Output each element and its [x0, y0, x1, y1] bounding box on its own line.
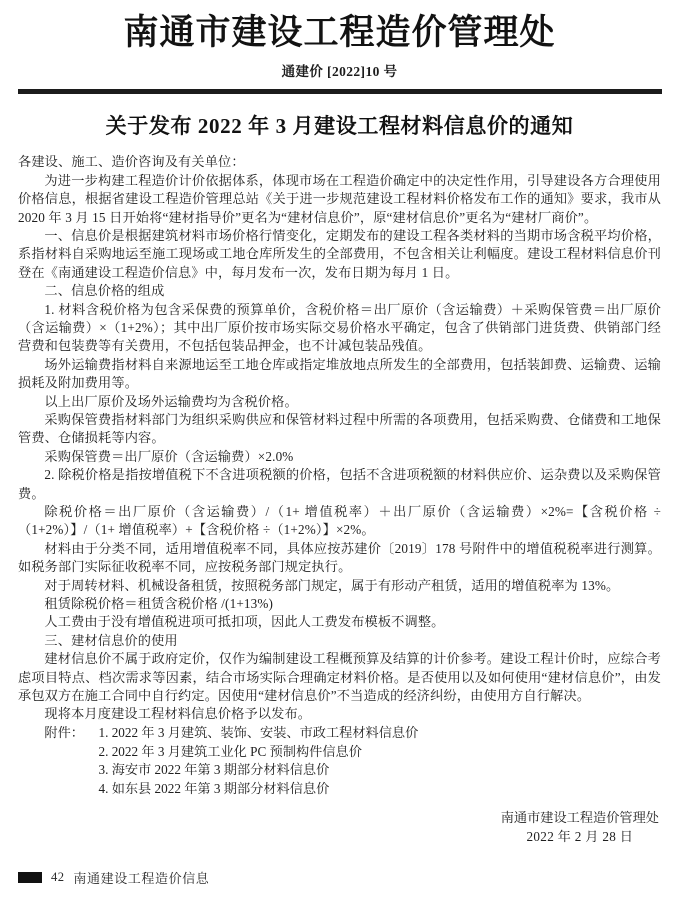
- attachment-number: 2.: [98, 743, 109, 759]
- signature-organization: 南通市建设工程造价管理处: [500, 810, 659, 825]
- attachment-number: 4.: [98, 781, 109, 797]
- attachment-item-1: [18, 724, 661, 743]
- section-three-paragraph: 建材信息价不属于政府定价，仅作为编制建设工程概预算及结算的计价参考。建设工程计价时，应综合考虑项目特点、档次需求等因素，结合市场实际合理确定材料价格。是否使用以及如何使用“建材信息价”，由发承包双方在施工合同中自行约定。因使用“建材信息价”不当造成的经济纠纷，由使用方自行解决。: [18, 651, 661, 704]
- footer-page-number: 42: [51, 870, 65, 884]
- signature-date: 2022 年 2 月 28 日: [526, 829, 634, 844]
- attachment-item-2: [18, 743, 661, 762]
- attachment-text: 2022 年 3 月建筑、装饰、安装、市政工程材料信息价: [111, 724, 419, 740]
- section-one-paragraph: 一、信息价是根据建筑材料市场价格行情变化，定期发布的建设工程各类材料的当期市场含税平均价格，系指材料自采购地运至施工现场或工地仓库所发生的全部费用，不包含相关让利幅度。建设工程材料信息价刊登在《南通建设工程造价信息》中，每月发布一次，发布日期为每月 1 日。: [18, 227, 661, 280]
- attachment-text: 海安市 2022 年第 3 期部分材料信息价: [111, 762, 330, 778]
- attachment-number: 1.: [98, 724, 109, 740]
- document-title: 关于发布 2022 年 3 月建设工程材料信息价的通知: [105, 114, 574, 139]
- item-2-paragraph-6: 人工费由于没有增值税进项可抵扣项，因此人工费发布模板不调整。: [44, 614, 445, 630]
- item-2-paragraph: 2. 除税价格是指按增值税下不含进项税额的价格，包括不含进项税额的材料供应价、运杂费以及采购保管费。: [18, 467, 661, 501]
- intro-paragraph: 为进一步构建工程造价计价依据体系，体现市场在工程造价确定中的决定性作用，引导建设各方合理使用价格信息，根据省建设工程造价管理总站《关于进一步规范建设工程材料价格发布工作的通知》要求，我市从 2020 年 3 月 15 日开始将“建材指导价”更名为“建材信息价”，原“建材信息价”更名为“建材厂商价”。: [18, 172, 661, 225]
- masthead: [0, 0, 679, 94]
- page-footer: [18, 868, 209, 887]
- signature-block: [501, 808, 659, 846]
- tax-exclusive-price-formula: 除税价格＝出厂原价（含运输费）/（1+ 增值税率）＋出厂原价（含运输费）×2%=【含税价格 ÷（1+2%）】/（1+ 增值税率）+【含税价格 ÷（1+2%）】×2%。: [18, 504, 661, 538]
- header-divider-rule: [18, 89, 662, 94]
- closing-paragraph: 现将本月度建设工程材料信息价格予以发布。: [44, 706, 312, 722]
- salutation: 各建设、施工、造价咨询及有关单位：: [18, 154, 245, 170]
- document-number: 通建价 [2022]10 号: [281, 64, 398, 80]
- item-2-paragraph-3: 材料由于分类不同，适用增值税率不同，具体应按苏建价〔2019〕178 号附件中的增值税税率进行测算。如税务部门实际征收税率不同，应按税务部门规定执行。: [18, 540, 661, 575]
- footer-publication-name: 南通建设工程造价信息: [73, 871, 210, 886]
- attachment-list-label: 附件：: [44, 724, 84, 740]
- attachment-item-4: [18, 780, 661, 799]
- item-1-paragraph-4: 采购保管费指材料部门为组织采购供应和保管材料过程中所需的各项费用，包括采购费、仓储费和工地保管费、仓储损耗等内容。: [18, 411, 661, 446]
- section-two-heading: 二、信息价格的组成: [44, 283, 165, 299]
- attachment-number: 3.: [98, 762, 109, 778]
- document-body: [18, 153, 661, 799]
- item-1-paragraph: 1. 材料含税价格为包含采保费的预算单价，含税价格＝出厂原价（含运输费）＋采购保管费＝出厂原价（含运输费）×（1+2%）；其中出厂原价按市场实际交易价格水平确定，包含了供销部门进货费、供销部门经营费和包装费等有关费用，不包括包装品押金，也不计减包装品残值。: [18, 301, 661, 354]
- attachment-text: 如东县 2022 年第 3 期部分材料信息价: [111, 781, 330, 797]
- attachment-item-3: [18, 761, 661, 780]
- lease-price-formula: 租赁除税价格＝租赁含税价格 /(1+13%): [44, 596, 274, 612]
- purchase-storage-fee-formula: 采购保管费＝出厂原价（含运输费）×2.0%: [44, 448, 294, 464]
- item-1-paragraph-3: 以上出厂原价及场外运输费均为含税价格。: [44, 393, 298, 409]
- footer-block-mark-icon: [18, 872, 42, 883]
- item-1-paragraph-2: 场外运输费指材料自来源地运至工地仓库或指定堆放地点所发生的全部费用，包括装卸费、运输费、运输损耗及附加费用等。: [18, 356, 661, 391]
- attachment-text: 2022 年 3 月建筑工业化 PC 预制构件信息价: [111, 743, 362, 759]
- organization-title: 南通市建设工程造价管理处: [123, 13, 556, 52]
- item-2-paragraph-4: 对于周转材料、机械设备租赁，按照税务部门规定，属于有形动产租赁，适用的增值税率为 13%。: [44, 577, 620, 593]
- section-three-heading: 三、建材信息价的使用: [44, 632, 178, 648]
- attachment-list: [18, 724, 661, 799]
